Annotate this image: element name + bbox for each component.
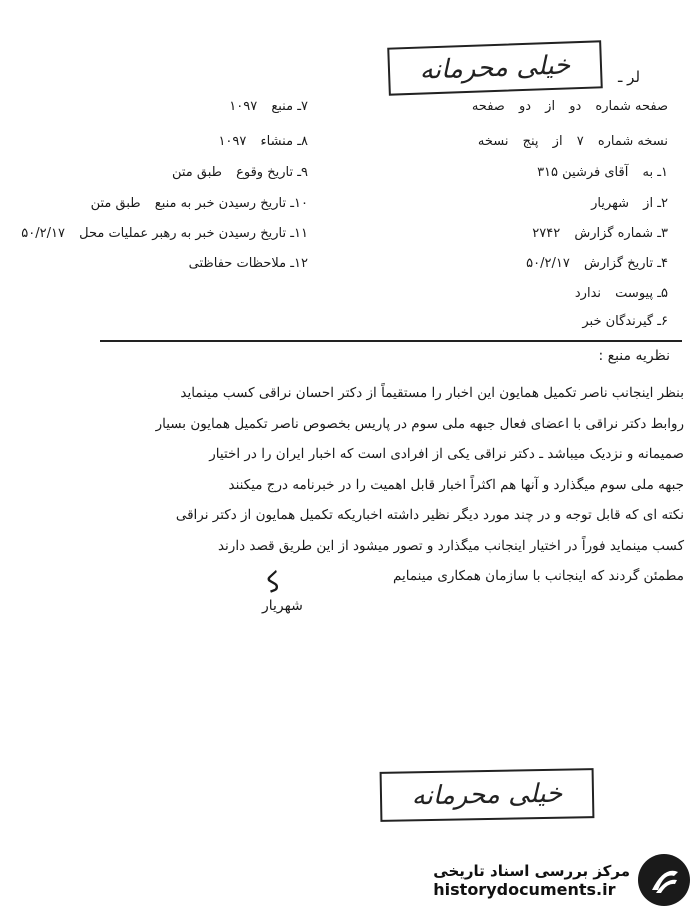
header-label: ۱۲ـ ملاحظات حفاظتی (188, 256, 308, 271)
header-value: ۷ (576, 134, 584, 149)
header-row-recipients (582, 314, 668, 329)
header-value: ۱۰۹۷ (218, 134, 247, 149)
body-line: مطمئن گردند که اینجانب با سازمان همکاری مینمایم (392, 568, 684, 584)
header-label: ۹ـ تاریخ وقوع (236, 165, 308, 180)
body-line: روابط دکتر نراقی با اعضای فعال جبهه ملی سوم در پاریس بخصوص ناصر تکمیل همایون بسیار (155, 415, 684, 432)
classification-stamp-top: خیلی محرمانه (387, 40, 603, 95)
header-value: دو (518, 99, 532, 114)
body-line: کسب مینماید فوراً در اختیار اینجانب میگذارد و تصور میشود از این طریق قصد دارند (217, 537, 684, 554)
header-label: صفحه شماره (595, 99, 668, 114)
header-row-to (527, 165, 668, 180)
header-label: ۱۰ـ تاریخ رسیدن خبر به منبع (154, 196, 308, 211)
header-value: ندارد (574, 286, 602, 301)
signature-mark: ﮐ (263, 566, 286, 600)
header-value: ۵۰/۲/۱۷ (526, 256, 570, 271)
header-row-report-date (516, 256, 668, 271)
header-row-copy (478, 134, 668, 149)
header-row-page (472, 99, 668, 114)
header-row-source (219, 99, 308, 114)
header-mid: از (545, 99, 556, 114)
header-value: ۱۰۹۷ (229, 99, 258, 114)
header-value: شهریار (591, 196, 630, 211)
watermark-title: مرکز بررسی اسناد تاریخی (433, 861, 630, 880)
header-row-from (581, 196, 668, 211)
header-label: ۶ـ گیرندگان خبر (582, 314, 668, 329)
header-suffix: نسخه (477, 134, 509, 149)
report-body (38, 378, 684, 592)
archive-watermark (400, 850, 690, 910)
body-line: جبهه ملی سوم میگذارد و آنها هم اکثراً اخبار قابل اهمیت را در خبرنامه درج میکنند (228, 476, 684, 493)
body-line: صمیمانه و نزدیک میباشد ـ دکتر نراقی یکی از افرادی است که اخبار ایران را در اختیار (209, 446, 684, 462)
header-value: طبق متن (90, 196, 141, 211)
header-value: آقای فرشین ۳۱۵ (537, 165, 629, 180)
body-line: نکته ای که قابل توجه و در چند مورد دیگر نظیر داشته اخباریکه تکمیل همایون از دکتر نراقی (175, 507, 684, 523)
header-label: ۵ـ پیوست (615, 286, 668, 301)
body-line: بنظر اینجانب ناصر تکمیل همایون این اخبار را مستقیماً از دکتر احسان نراقی کسب مینماید (180, 385, 684, 401)
header-label: نسخه شماره (597, 134, 668, 149)
header-row-ops-received (11, 226, 308, 241)
header-label: ۳ـ شماره گزارش (574, 226, 668, 241)
header-row-occurrence-date (162, 165, 308, 180)
header-row-security-notes (189, 256, 308, 271)
header-value: ۲۷۴۲ (532, 226, 561, 241)
header-suffix: صفحه (471, 99, 505, 114)
header-row-origin (208, 134, 308, 149)
classification-stamp-bottom: خیلی محرمانه (380, 768, 595, 822)
header-label: ۱ـ به (642, 165, 668, 180)
header-label: ۲ـ از (643, 196, 668, 211)
header-row-source-received (81, 196, 308, 211)
signature-name: شهریار (262, 598, 303, 614)
header-label: ۱۱ـ تاریخ رسیدن خبر به رهبر عملیات محل (79, 226, 308, 241)
header-label: ۸ـ منشاء (260, 134, 308, 149)
header-label: ۷ـ منبع (271, 99, 308, 114)
watermark-url: historydocuments.ir (433, 879, 616, 899)
section-divider (100, 340, 682, 342)
header-label: ۴ـ تاریخ گزارش (583, 256, 668, 271)
header-value: ۵۰/۲/۱۷ (21, 226, 65, 241)
header-row-attachment (565, 286, 668, 301)
archive-logo-icon (638, 854, 690, 906)
header-mid: از (552, 134, 563, 149)
header-row-report-number (522, 226, 668, 241)
opinion-label: نظریه منبع : (598, 348, 670, 364)
header-value: پنج (522, 134, 539, 149)
header-value: دو (569, 99, 582, 114)
header-value: طبق متن (171, 165, 222, 180)
reference-number: لر ـ (618, 68, 641, 86)
